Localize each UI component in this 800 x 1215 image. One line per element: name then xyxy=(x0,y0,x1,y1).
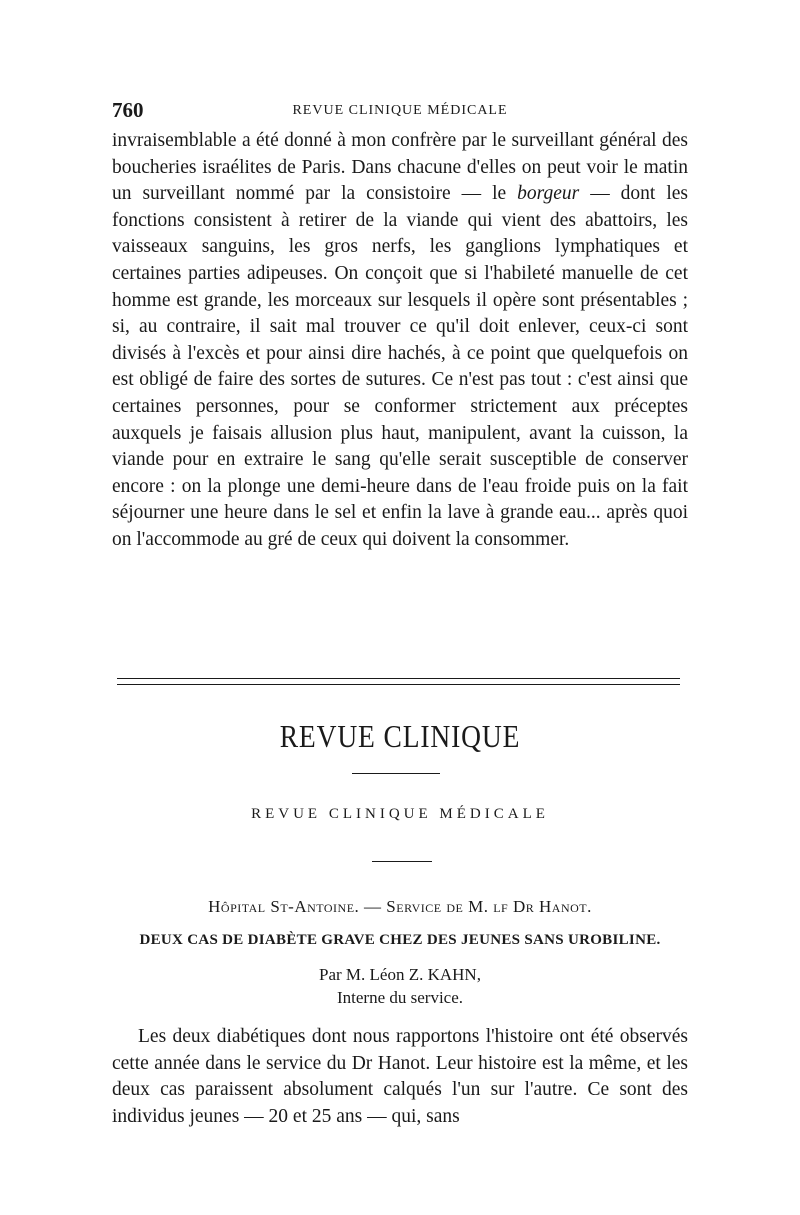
hospital-service-line: Hôpital St-Antoine. — Service de M. lf Dr Hanot. xyxy=(208,897,592,916)
title-divider xyxy=(352,773,440,774)
paragraph-text-part: — dont les fonctions consistent à retirer de la viande qui vient des abattoirs, les vaisseaux sanguins, les gros nerfs, les ganglions lymphatiques et certaines parties adipeuses. On conçoit que si l'habileté manuelle de cet homme est grande, les morceaux sur lesquels il opère sont présentables ; si, au contraire, il sait mal trouver ce qu'il doit enlever, ceux-ci sont divisés à l'excès et pour ainsi dire hachés, à ce point que quelquefois on est obligé de faire des sortes de sutures. Ce n'est pas tout : c'est ainsi que certaines personnes, pour se conformer strictement aux préceptes auxquels je faisais allusion plus haut, manipulent, avant la cuisson, la viande pour en extraire le sang qu'elle serait susceptible de conserver encore : on la plonge une demi-heure dans de l'eau froide puis on la fait séjourner une heure dans le sel et enfin la lave à grande eau... après quoi on l'accommode au gré de ceux qui doivent la consommer. xyxy=(112,183,688,550)
running-head: REVUE CLINIQUE MÉDICALE xyxy=(292,103,508,118)
subsection-title: REVUE CLINIQUE MÉDICALE xyxy=(251,806,549,822)
author-byline: Par M. Léon Z. KAHN, xyxy=(319,965,481,984)
article-paragraph: Les deux diabétiques dont nous rapportons l'histoire ont été observés cette année dans le service du Dr Hanot. Leur histoire est la même, et les deux cas paraissent absolument calqués l'un sur l'autre. Ce sont des individus jeunes — 20 et 25 ans — qui, sans xyxy=(112,1026,688,1127)
section-double-rule-top xyxy=(117,678,680,679)
page-number: 760 xyxy=(112,98,144,122)
article-body xyxy=(112,1024,688,1130)
author-affiliation: Interne du service. xyxy=(336,988,464,1007)
section-title: REVUE CLINIQUE xyxy=(279,718,521,754)
italic-term: borgeur xyxy=(517,183,580,205)
paragraph-continuation xyxy=(112,128,688,554)
section-double-rule-bottom xyxy=(117,684,680,685)
paragraph-text-part: invraisemblable a été donné à mon confrère par le surveillant général des boucheries israélites de Paris. Dans chacune d'elles on peut voir le matin un surveillant nommé par la consistoire — le xyxy=(112,130,688,205)
page-header xyxy=(112,98,688,124)
subsection-divider xyxy=(372,861,432,862)
article-title: DEUX CAS DE DIABÈTE GRAVE CHEZ DES JEUNES SANS UROBILINE. xyxy=(139,932,661,948)
